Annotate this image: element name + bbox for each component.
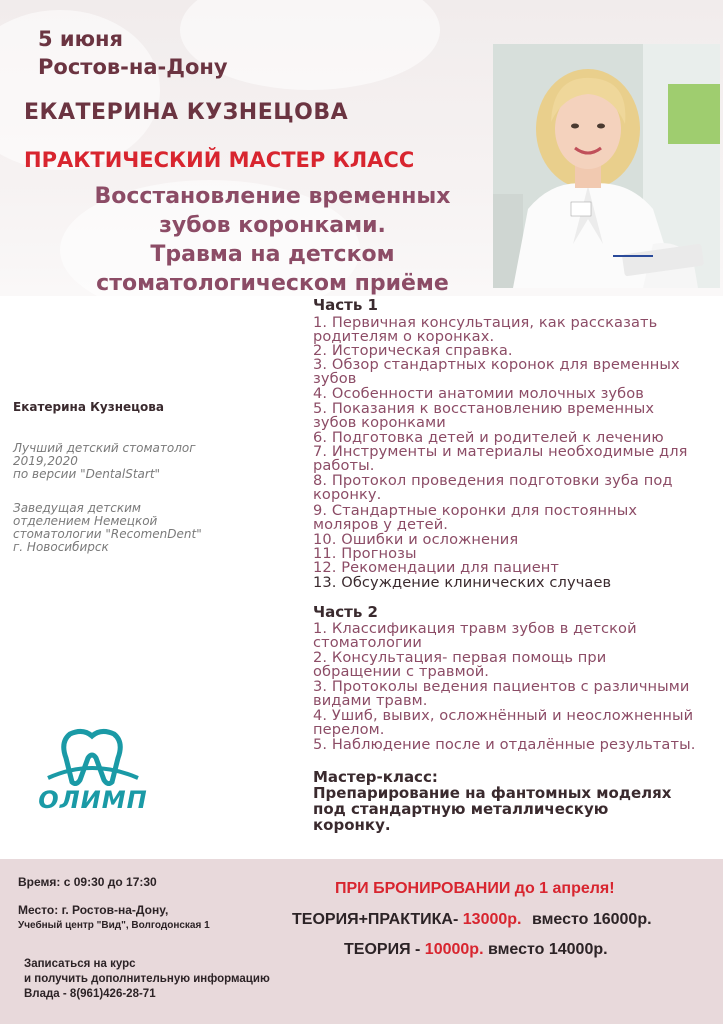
bio-position: Заведущая детским отделением Немецкой стоматологии "RecomenDent" г. Новосибирск — [13, 501, 202, 554]
program-item: 6. Подготовка детей и родителей к лечению — [313, 429, 664, 446]
tooth-logo-icon — [28, 728, 158, 786]
price-label: ТЕОРИЯ - — [344, 941, 421, 958]
program-item: 5. Наблюдение после и отдалённые результаты. — [313, 736, 696, 753]
topic-line: стоматологическом приёме — [96, 271, 449, 296]
olimp-logo — [28, 728, 158, 814]
topic-line: Восстановление временных — [94, 184, 451, 209]
program-item: 2. Консультация- первая помощь при обращении с травмой. — [313, 649, 607, 680]
program-item: 4. Особенности анатомии молочных зубов — [313, 385, 644, 402]
program-item: 8. Протокол проведения подготовки зуба под коронку. — [313, 472, 673, 503]
signup-text: Записаться на курс — [24, 958, 136, 970]
program-item: 2. Историческая справка. — [313, 342, 513, 359]
masterclass-text: Препарирование на фантомных моделях под стандартную металлическую коронку. — [313, 784, 672, 834]
topic-line: Травма на детском — [150, 242, 395, 267]
price-theory — [344, 941, 608, 959]
event-venue: Учебный центр "Вид", Волгодонская 1 — [18, 920, 210, 931]
price-old: вместо 16000р. — [531, 911, 652, 928]
event-place: Место: г. Ростов-на-Дону, — [18, 903, 169, 917]
event-topic — [0, 182, 545, 296]
program-item: 13. Обсуждение клинических случаев — [313, 574, 612, 591]
topic-line: зубов коронками. — [159, 213, 386, 238]
program-item: 3. Обзор стандартных коронок для временных зубов — [313, 356, 680, 387]
program-item: 5. Показания к восстановлению временных зубов коронками — [313, 400, 655, 431]
price-label: ТЕОРИЯ+ПРАКТИКА- — [292, 911, 459, 928]
speaker-portrait-illustration — [493, 44, 720, 288]
part2-title: Часть 2 — [313, 603, 378, 621]
speaker-photo — [493, 44, 720, 288]
part1-title: Часть 1 — [313, 296, 378, 314]
program-item: 3. Протоколы ведения пациентов с различными видами травм. — [313, 678, 690, 709]
bio-award: Лучший детский стоматолог 2019,2020 по версии "DentalStart" — [13, 441, 196, 481]
speaker-name: ЕКАТЕРИНА КУЗНЕЦОВА — [24, 100, 349, 125]
price-value: 10000р. — [424, 941, 484, 958]
program-item: 9. Стандартные коронки для постоянных моляров у детей. — [313, 502, 638, 533]
program-item: 7. Инструменты и материалы необходимые для работы. — [313, 443, 688, 474]
booking-notice: ПРИ БРОНИРОВАНИИ до 1 апреля! — [335, 880, 615, 897]
price-old: вместо 14000р. — [487, 941, 608, 958]
logo-text: ОЛИМП — [38, 786, 148, 814]
signup-text: и получить дополнительную информацию — [24, 973, 270, 985]
program-item: 1. Первичная консультация, как рассказать родителям о коронках. — [313, 314, 658, 345]
event-time: Время: с 09:30 до 17:30 — [18, 875, 157, 889]
program-item: 11. Прогнозы — [313, 545, 417, 562]
signup-phone[interactable]: Влада - 8(961)426-28-71 — [24, 988, 156, 1000]
event-type: ПРАКТИЧЕСКИЙ МАСТЕР КЛАСС — [24, 148, 415, 172]
program-item: 12. Рекомендации для пациент — [313, 559, 560, 576]
program-item: 10. Ошибки и осложнения — [313, 531, 519, 548]
footer-info — [0, 859, 723, 1024]
event-date: 5 июня — [38, 27, 124, 51]
price-theory-practice — [292, 911, 652, 929]
program-item: 1. Классификация травм зубов в детской стоматологии — [313, 620, 637, 651]
program-item: 4. Ушиб, вывих, осложнённый и неосложненный перелом. — [313, 707, 694, 738]
event-city: Ростов-на-Дону — [38, 55, 228, 79]
price-value: 13000р. — [462, 911, 522, 928]
bio-name: Екатерина Кузнецова — [13, 400, 164, 414]
masterclass-title: Мастер-класс: — [313, 768, 438, 786]
